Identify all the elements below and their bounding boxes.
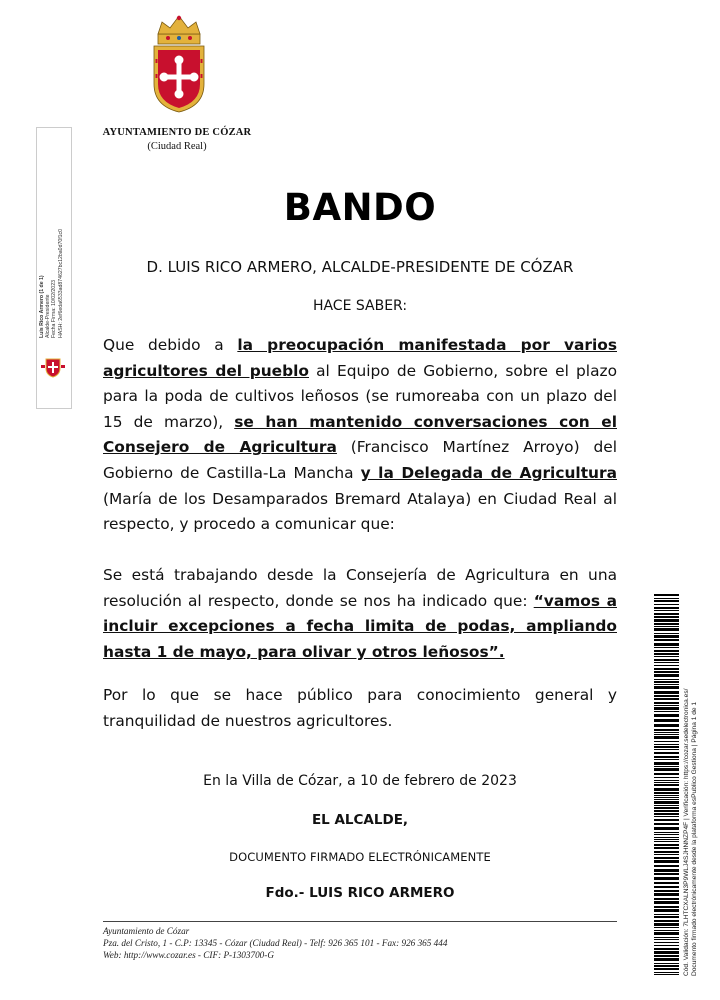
date-line: En la Villa de Cózar, a 10 de febrero de 2023: [203, 773, 517, 789]
footer-address: Pza. del Cristo, 1 - C.P: 13345 - Cózar (Ciudad Real) - Telf: 926 365 101 - Fax: 926 365 444: [103, 938, 448, 948]
council-name: AYUNTAMIENTO DE CÓZAR: [102, 127, 252, 138]
signature-date: Fecha Firma: 10/02/2023: [51, 280, 58, 338]
mayor-line: D. LUIS RICO ARMERO, ALCALDE-PRESIDENTE DE CÓZAR: [146, 258, 574, 276]
coat-of-arms-icon: [148, 14, 210, 114]
verification-info: [683, 596, 699, 976]
signer-title: EL ALCALDE,: [311, 812, 409, 828]
electronic-signature-note: DOCUMENTO FIRMADO ELECTRÓNICAMENTE: [229, 850, 491, 864]
document-title: BANDO: [283, 186, 437, 229]
emphasis-farmers-concern: la preocupación manifestada por varios agricultores del pueblo: [103, 336, 617, 380]
barcode-icon: [654, 594, 679, 978]
verification-code: Cód. Validación: 7LHTCXALN3P9WLJ4SJHNNZP4F | Verificación: https://cozar.sedelectronica.es/: [683, 688, 690, 976]
footer-web: Web: http://www.cozar.es - CIF: P-1303700-G: [103, 950, 274, 960]
body-paragraph-3: Por lo que se hace público para conocimiento general y tranquilidad de nuestros agricultores.: [103, 686, 617, 730]
emphasis-delegate: y la Delegada de Agricultura: [360, 463, 617, 482]
footer-council: Ayuntamiento de Cózar: [103, 926, 190, 936]
signature-signer: Luis Rico Armero (1 de 1): [39, 275, 45, 338]
announcement-heading: HACE SABER:: [312, 298, 408, 314]
council-subtitle: (Ciudad Real): [147, 141, 207, 152]
footer-divider: [103, 921, 617, 922]
signature-hash: HASH: 2ef6eda6533ad874627bc12ba0d70f1c0: [57, 228, 64, 338]
verification-platform: Documento firmado electrónicamente desde la plataforma esPublico Gestiona | Página 1 de 1: [691, 701, 698, 976]
emphasis-quote: “vamos a incluir excepciones a fecha limita de podas, ampliando hasta 1 de mayo, para olivar y otros leñosos”.: [103, 591, 617, 661]
stamp-crest-icon: [40, 356, 66, 378]
body-paragraph-1: Que debido a la preocupación manifestada por varios agricultores del pueblo al Equipo de Gobierno, sobre el plazo para la poda de cultivos leñosos (se rumoreaba con un plazo del 15 de marzo), se han mantenido conversaciones con el Consejero de Agricultura (Francisco Martínez Arroyo) del Gobierno de Castilla-La Mancha y la Delegada de Agricultura (María de los Desamparados Bremard Atalaya) en Ciudad Real al respecto, y procedo a comunicar que:: [103, 336, 618, 534]
signature-role: Alcalde-Presidente: [45, 294, 52, 338]
signer-name: Fdo.- LUIS RICO ARMERO: [265, 885, 455, 901]
emphasis-conversations: se han mantenido conversaciones con el Consejero de Agricultura: [103, 412, 617, 457]
body-paragraph-2: Se está trabajando desde la Consejería de Agricultura en una resolución al respecto, donde se nos ha indicado que: “vamos a incluir excepciones a fecha limita de podas, ampliando hasta 1 de mayo, para olivar y otros leñosos”.: [103, 566, 617, 661]
